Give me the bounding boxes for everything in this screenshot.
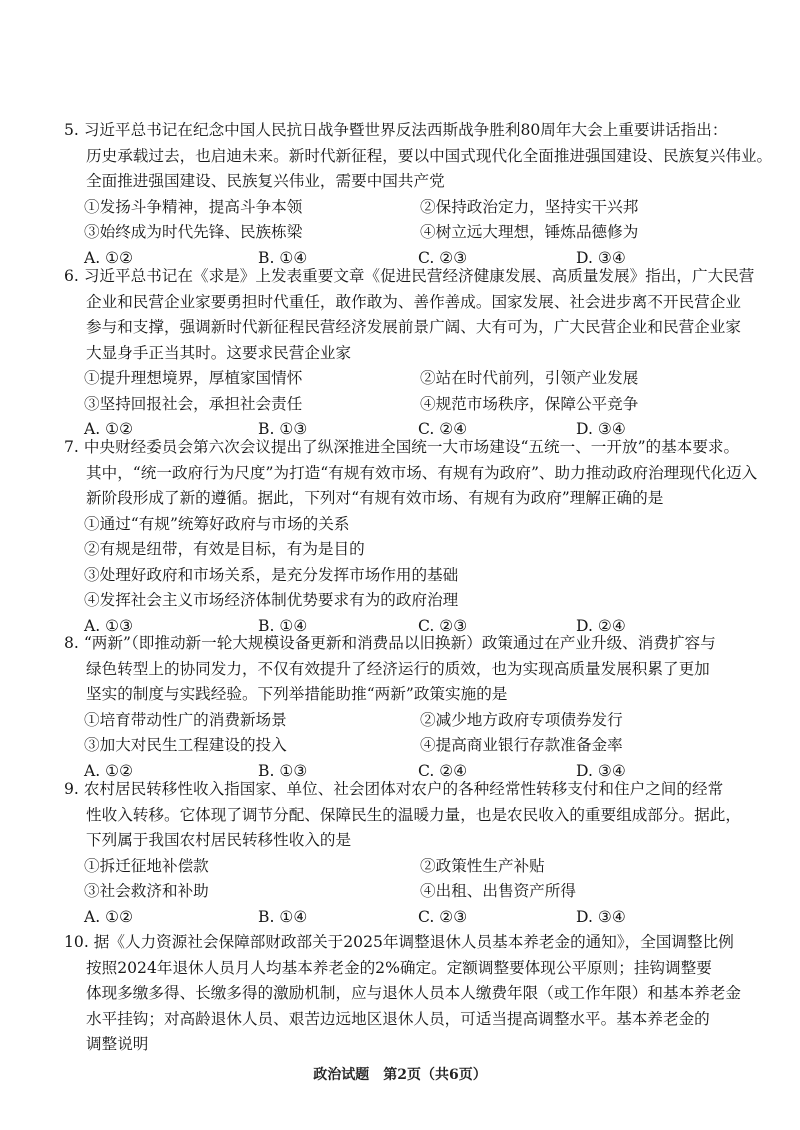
stem-line: 9. 农村居民转移性收入指国家、单位、社会团体对农户的各种经常性转移支付和住户之间的经常: [64, 780, 724, 798]
option-2: ②有规是纽带，有效是目标，有为是目的: [84, 540, 365, 558]
option-4: ④发挥社会主义市场经济体制优势要求有为的政府治理: [84, 591, 459, 609]
stem-line: 坚实的制度与实践经验。下列举措能助推“两新”政策实施的是: [86, 685, 508, 703]
stem-line: 调整说明: [86, 1035, 149, 1053]
answer-b: B. ①③: [258, 761, 308, 780]
answer-d: D. ③④: [576, 248, 626, 267]
answer-d: D. ③④: [576, 907, 626, 926]
answer-b: B. ①③: [258, 420, 308, 438]
question-stem: [64, 777, 741, 854]
stem-line: 新阶段形成了新的遵循。据此，下列对“有规有效市场、有规有为政府”理解正确的是: [86, 489, 664, 507]
option-3: ③社会救济和补助: [84, 882, 209, 900]
stem-line: 7. 中央财经委员会第六次会议提出了纵深推进全国统一大市场建设“五统一、一开放”的基本要求。: [64, 438, 740, 456]
stem-line: 其中，“统一政府行为尺度”为打造“有规有效市场、有规有为政府”、助力推动政府治理现代化迈入: [86, 463, 758, 482]
stem-line: 水平挂钩；对高龄退休人员、艰苦边远地区退休人员，可适当提高调整水平。基本养老金的: [86, 1009, 710, 1028]
answer-c: C. ②④: [418, 420, 468, 438]
answer-a: A. ①②: [84, 248, 134, 267]
answer-d: D. ③④: [576, 420, 626, 438]
option-3: ③始终成为时代先锋、民族栋梁: [84, 223, 303, 241]
answer-d: D. ③④: [576, 761, 626, 780]
stem-line: 体现多缴多得、长缴多得的激励机制，应与退休人员本人缴费年限（或工作年限）和基本养老金: [86, 984, 741, 1002]
answer-c: C. ②③: [418, 907, 468, 926]
stem-line: 企业和民营企业家要勇担时代重任，敢作敢为、善作善成。国家发展、社会进步离不开民营企业: [86, 292, 741, 311]
stem-line: 历史承载过去，也启迪未来。新时代新征程，要以中国式现代化全面推进强国建设、民族复兴伟业。: [86, 146, 773, 165]
answer-c: C. ②③: [418, 248, 468, 267]
option-2: ②政策性生产补贴: [420, 856, 545, 875]
option-row: [64, 879, 736, 905]
answer-d: D. ②④: [576, 616, 626, 635]
option-2: ②站在时代前列，引领产业发展: [420, 369, 639, 387]
option-row: [64, 195, 736, 221]
stem-line: 性收入转移。它体现了调节分配、保障民生的温暖力量，也是农民收入的重要组成部分。据此，: [86, 805, 741, 824]
question-stem: [64, 264, 755, 366]
option-4: ④规范市场秩序，保障公平竞争: [420, 394, 639, 413]
option-row: [64, 854, 736, 880]
answer-a: A. ①②: [84, 761, 134, 780]
answer-a: A. ①②: [84, 420, 134, 438]
page-footer: 政治试题 第2页（共6页）: [313, 1067, 487, 1083]
answer-b: B. ①④: [258, 248, 308, 267]
answer-b: B. ①④: [258, 907, 308, 926]
option-1: ①发扬斗争精神，提高斗争本领: [84, 197, 303, 216]
question-10: [64, 930, 741, 1058]
question-7: [64, 435, 758, 639]
stem-line: 按照2024年退休人员月人均基本养老金的2%确定。定额调整要体现公平原则；挂钩调整要: [86, 958, 712, 977]
stem-line: 参与和支撑，强调新时代新征程民营经济发展前景广阔、大有可为，广大民营企业和民营企业家: [86, 318, 741, 336]
option-1: ①拆迁征地补偿款: [84, 856, 209, 875]
stem-line: 绿色转型上的协同发力，不仅有效提升了经济运行的质效，也为实现高质量发展积累了更加: [86, 659, 710, 678]
stem-line: 6. 习近平总书记在《求是》上发表重要文章《促进民营经济健康发展、高质量发展》指出，广大民营: [64, 267, 755, 285]
answer-choices: [64, 905, 736, 931]
option-1: ①通过“有规”统筹好政府与市场的关系: [84, 514, 350, 533]
stem-line: 5. 习近平总书记在纪念中国人民抗日战争暨世界反法西斯战争胜利80周年大会上重要讲话指出：: [64, 121, 728, 139]
answer-a: A. ①③: [84, 616, 134, 635]
option-4: ④出租、出售资产所得: [420, 882, 576, 900]
question-6: [64, 264, 755, 443]
stem-line: 8. “两新”（即推动新一轮大规模设备更新和消费品以旧换新）政策通过在产业升级、消费扩容与: [64, 634, 716, 652]
answer-a: A. ①②: [84, 907, 134, 926]
option-2: ②减少地方政府专项债券发行: [420, 710, 623, 729]
question-stem: [64, 435, 758, 512]
question-stem: [64, 930, 741, 1058]
option-3: ③坚持回报社会，承担社会责任: [84, 394, 303, 413]
option-3: ③处理好政府和市场关系，是充分发挥市场作用的基础: [84, 565, 459, 584]
option-4: ④树立远大理想，锤炼品德修为: [420, 223, 639, 241]
option-row: [64, 733, 736, 759]
option-2: ②保持政治定力，坚持实干兴邦: [420, 197, 639, 216]
option-3: ③加大对民生工程建设的投入: [84, 736, 287, 754]
option-4: ④提高商业银行存款准备金率: [420, 736, 623, 754]
answer-c: C. ②③: [418, 616, 468, 635]
question-stem: [64, 631, 736, 708]
stem-line: 10. 据《人力资源社会保障部财政部关于2025年调整退休人员基本养老金的通知》，全国调整比例: [64, 933, 734, 951]
option-row: [64, 392, 736, 418]
stem-line: 大显身手正当其时。这要求民营企业家: [86, 343, 352, 362]
stem-line: 全面推进强国建设、民族复兴伟业，需要中国共产党: [86, 172, 445, 190]
question-9: [64, 777, 741, 930]
option-row: [64, 708, 736, 734]
option-row: [64, 220, 736, 246]
option-1: ①提升理想境界，厚植家国情怀: [84, 369, 303, 387]
option-1: ①培育带动性广的消费新场景: [84, 710, 287, 729]
option-row: [64, 366, 736, 392]
question-8: [64, 631, 736, 784]
stem-line: 下列属于我国农村居民转移性收入的是: [86, 831, 352, 849]
answer-b: B. ①④: [258, 616, 308, 635]
question-5: [64, 118, 773, 271]
answer-c: C. ②④: [418, 761, 468, 780]
question-stem: [64, 118, 773, 195]
